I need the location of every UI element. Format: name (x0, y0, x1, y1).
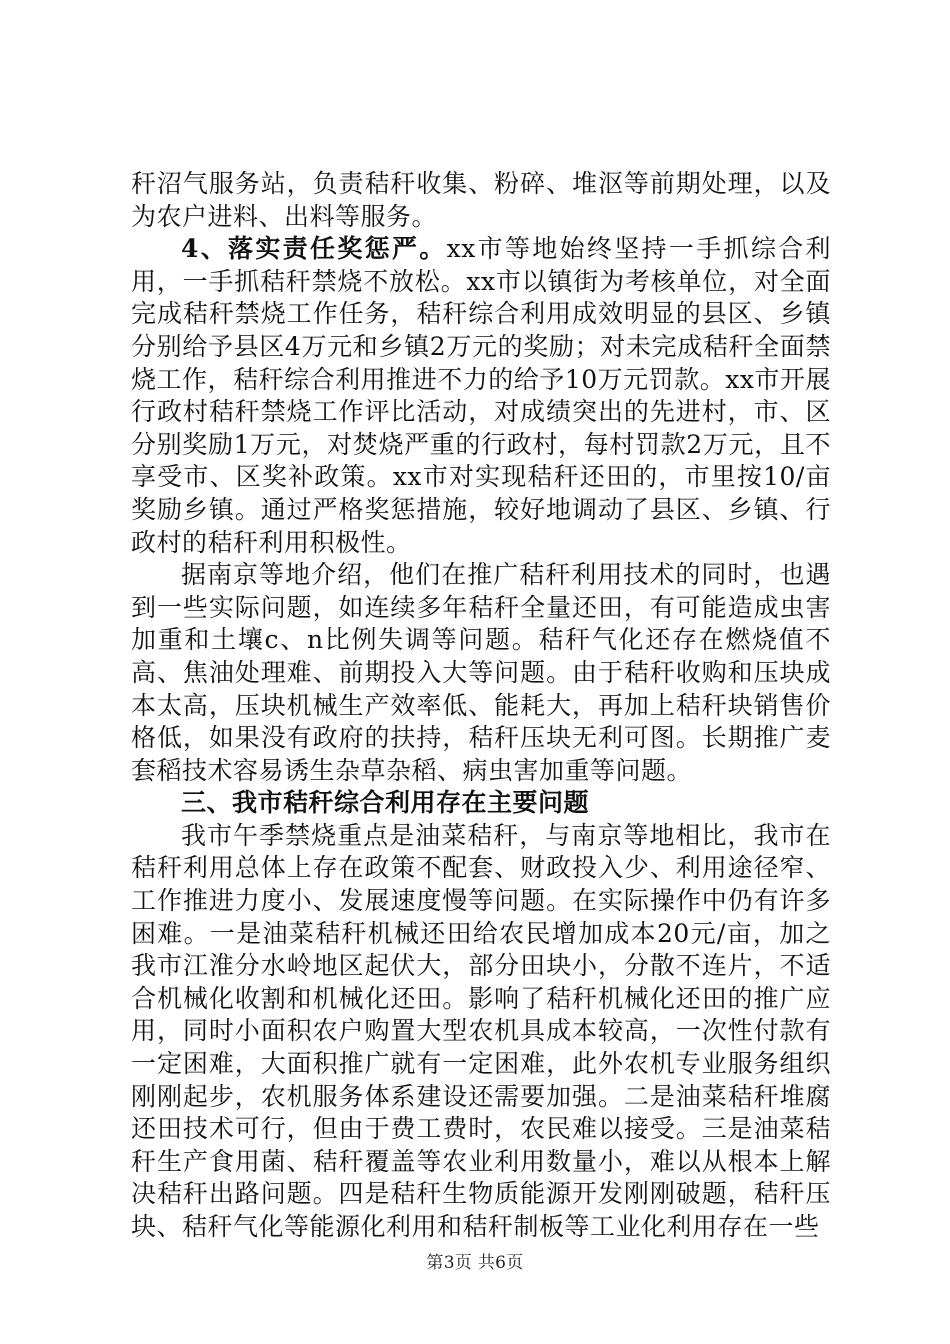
paragraph-text: 秆沼气服务站，负责秸秆收集、粉碎、堆沤等前期处理，以及为农户进料、出料等服务。 (131, 169, 831, 231)
page-number-footer: 第3页 共6页 (426, 1253, 524, 1273)
paragraph-continuation (131, 168, 831, 233)
paragraph-rewards-penalties (131, 233, 831, 559)
paragraph-main-problems (131, 820, 831, 1244)
paragraph-text: xx市等地始终坚持一手抓综合利用，一手抓秸秆禁烧不放松。xx市以镇街为考核单位，对全面完成秸秆禁烧工作任务，秸秆综合利用成效明显的县区、乡镇分别给予县区4万元和乡镇2万元的奖励；对未完成秸秆全面禁烧工作，秸秆综合利用推进不力的给予10万元罚款。xx市开展行政村秸秆禁烧工作评比活动，对成绩突出的先进村，市、区分别奖励1万元，对焚烧严重的行政村，每村罚款2万元，且不享受市、区奖补政策。xx市对实现秸秆还田的，市里按10/亩奖励乡镇。通过严格奖惩措施，较好地调动了县区、乡镇、行政村的秸秆利用积极性。 (131, 234, 831, 557)
document-body (131, 168, 831, 1244)
paragraph-text: 我市午季禁烧重点是油菜秸秆，与南京等地相比，我市在秸秆利用总体上存在政策不配套、财政投入少、利用途径窄、工作推进力度小、发展速度慢等问题。在实际操作中仍有许多困难。一是油菜秸秆机械还田给农民增加成本20元/亩，加之我市江淮分水岭地区起伏大，部分田块小，分散不连片，不适合机械化收割和机械化还田。影响了秸秆机械化还田的推广应用，同时小面积农户购置大型农机具成本较高，一次性付款有一定困难，大面积推广就有一定困难，此外农机专业服务组织刚刚起步，农机服务体系建设还需要加强。二是油菜秸秆堆腐还田技术可行，但由于费工费时，农民难以接受。三是油菜秸秆生产食用菌、秸秆覆盖等农业利用数量小，难以从根本上解决秸秆出路问题。四是秸秆生物质能源开发刚刚破题，秸秆压块、秸秆气化等能源化利用和秸秆制板等工业化利用存在一些 (131, 820, 831, 1241)
paragraph-lead: 4、落实责任奖惩严。 (181, 234, 447, 264)
section-heading: 三、我市秸秆综合利用存在主要问题 (181, 788, 590, 818)
paragraph-text: 据南京等地介绍，他们在推广秸秆利用技术的同时，也遇到一些实际问题，如连续多年秸秆全量还田，有可能造成虫害加重和土壤c、n比例失调等问题。秸秆气化还存在燃烧值不高、焦油处理难、前期投入大等问题。由于秸秆收购和压块成本太高，压块机械生产效率低、能耗大，再加上秸秆块销售价格低，如果没有政府的扶持，秸秆压块无利可图。长期推广麦套稻技术容易诱生杂草杂稻、病虫害加重等问题。 (131, 560, 831, 785)
paragraph-nanjing-problems (131, 559, 831, 787)
